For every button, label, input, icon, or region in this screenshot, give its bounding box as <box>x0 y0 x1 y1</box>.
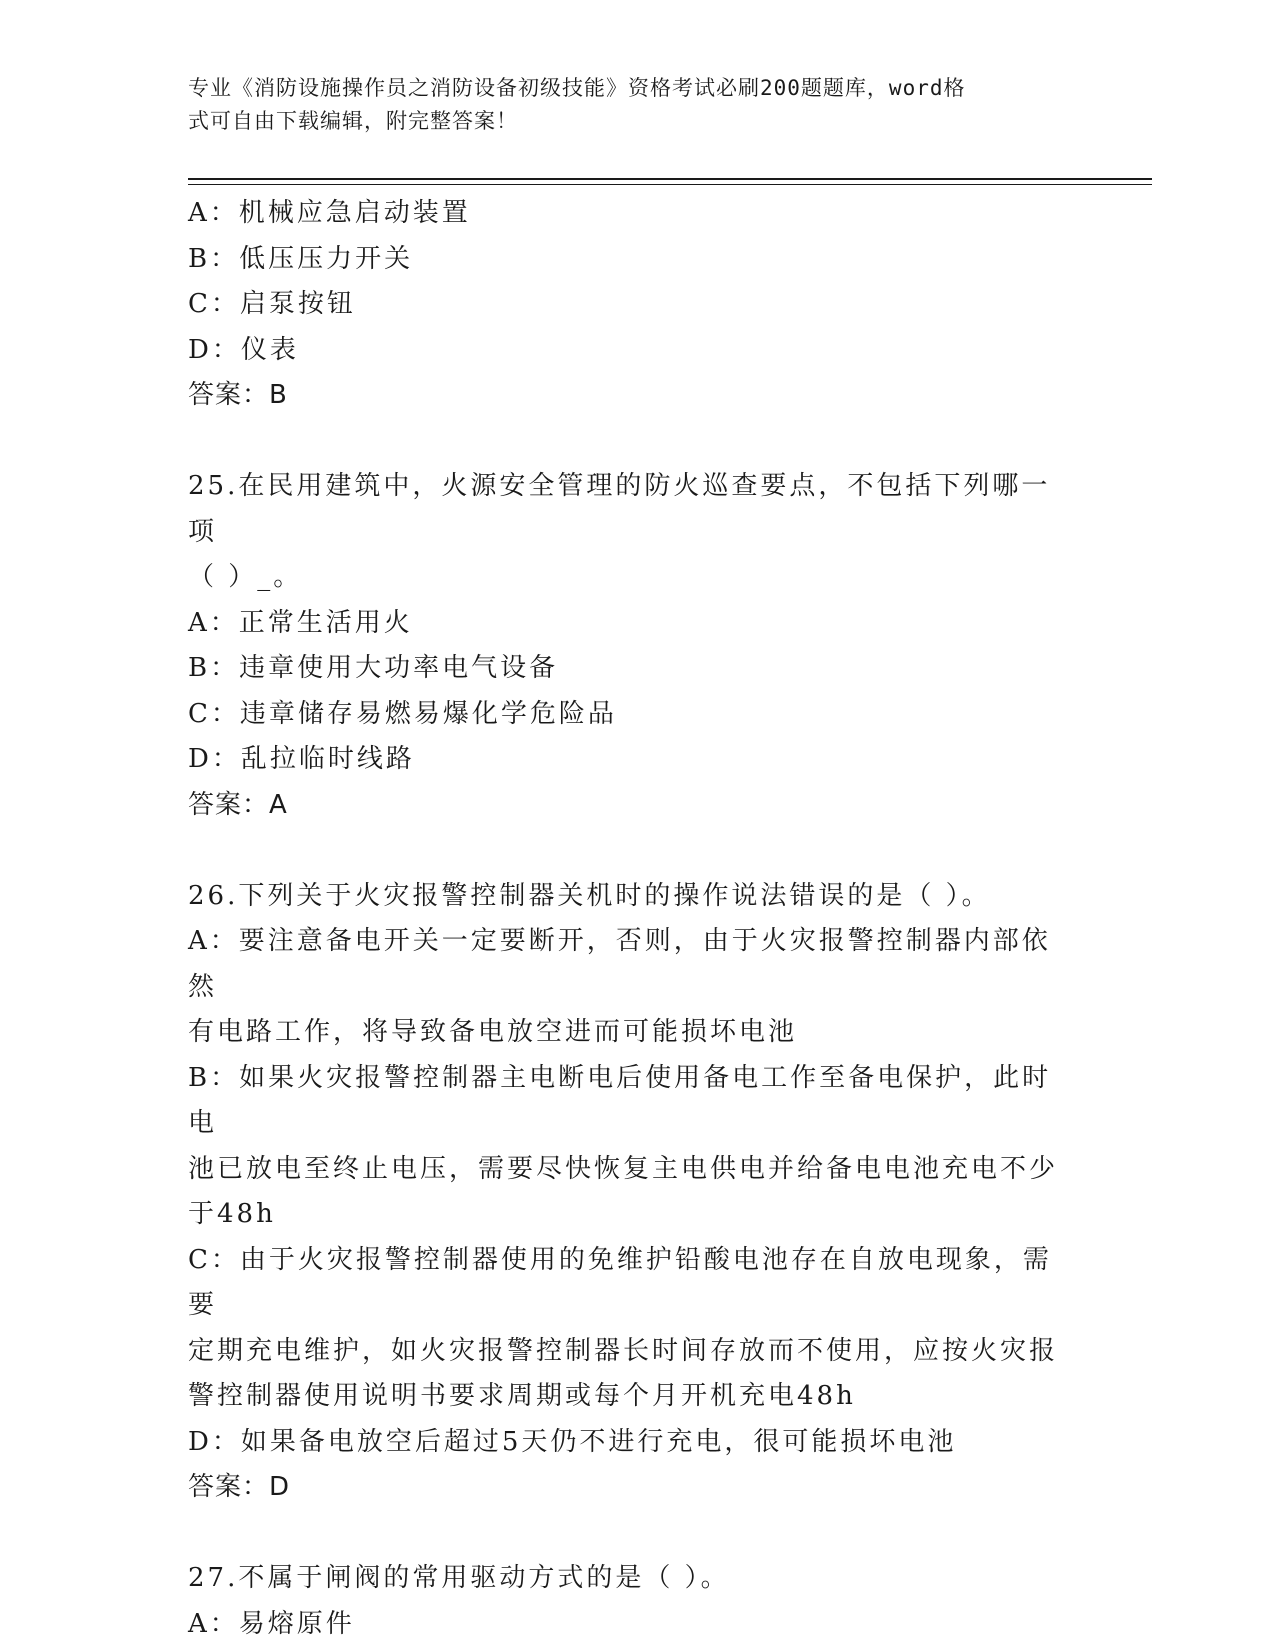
option-c: C：违章储存易燃易爆化学危险品 <box>188 698 617 729</box>
answer-label: 答案：D <box>188 1472 291 1502</box>
option-b-line-3: 于48h <box>188 1199 276 1229</box>
option-a-line-1: A：要注意备电开关一定要断开，否则，由于火灾报警控制器内部依然 <box>188 926 1051 1002</box>
option-b-line-2: 池已放电至终止电压，需要尽快恢复主电供电并给备电电池充电不少 <box>188 1153 1059 1184</box>
answer-label: 答案：B <box>188 380 288 410</box>
question-stem-line-2: （ ）_。 <box>188 562 303 592</box>
option-d: D：乱拉临时线路 <box>188 744 415 774</box>
document-header <box>188 72 1068 138</box>
option-a: A：机械应急启动装置 <box>188 198 471 228</box>
option-c-line-3: 警控制器使用说明书要求周期或每个月开机充电48h <box>188 1381 856 1411</box>
header-line-1: 专业《消防设施操作员之消防设备初级技能》资格考试必刷200题题库，word格 <box>188 76 966 100</box>
option-c-line-2: 定期充电维护，如火灾报警控制器长时间存放而不使用，应按火灾报 <box>188 1335 1059 1366</box>
option-a-line-2: 有电路工作，将导致备电放空进而可能损坏电池 <box>188 1017 798 1047</box>
header-line-2: 式可自由下载编辑，附完整答案！ <box>188 109 518 133</box>
question-stem-line-1: 25.在民用建筑中，火源安全管理的防火巡查要点，不包括下列哪一项 <box>188 471 1051 547</box>
question-stem: 27.不属于闸阀的常用驱动方式的是（ ）。 <box>188 1563 730 1593</box>
question-25 <box>188 464 1078 828</box>
option-b-line-1: B：如果火灾报警控制器主电断电后使用备电工作至备电保护，此时电 <box>188 1062 1052 1138</box>
question-27 <box>188 1556 1078 1647</box>
option-c: C：启泵按钮 <box>188 289 356 319</box>
header-divider-thick <box>188 178 1152 180</box>
spacer <box>188 419 1078 465</box>
question-stem: 26.下列关于火灾报警控制器关机时的操作说法错误的是（ ）。 <box>188 880 991 911</box>
spacer <box>188 828 1078 874</box>
question-26 <box>188 874 1078 1511</box>
option-a: A：易熔原件 <box>188 1608 355 1639</box>
question-list <box>188 191 1078 1647</box>
option-d: D：仪表 <box>188 334 299 365</box>
option-a: A：正常生活用火 <box>188 607 413 638</box>
answer-label: 答案：A <box>188 789 288 820</box>
header-divider-thin <box>188 184 1152 185</box>
option-d: D：如果备电放空后超过5天仍不进行充电，很可能损坏电池 <box>188 1426 957 1457</box>
spacer <box>188 1511 1078 1557</box>
option-b: B：低压压力开关 <box>188 243 414 274</box>
option-c-line-1: C：由于火灾报警控制器使用的免维护铅酸电池存在自放电现象，需要 <box>188 1244 1052 1320</box>
question-24 <box>188 191 1078 419</box>
option-b: B：违章使用大功率电气设备 <box>188 653 559 683</box>
